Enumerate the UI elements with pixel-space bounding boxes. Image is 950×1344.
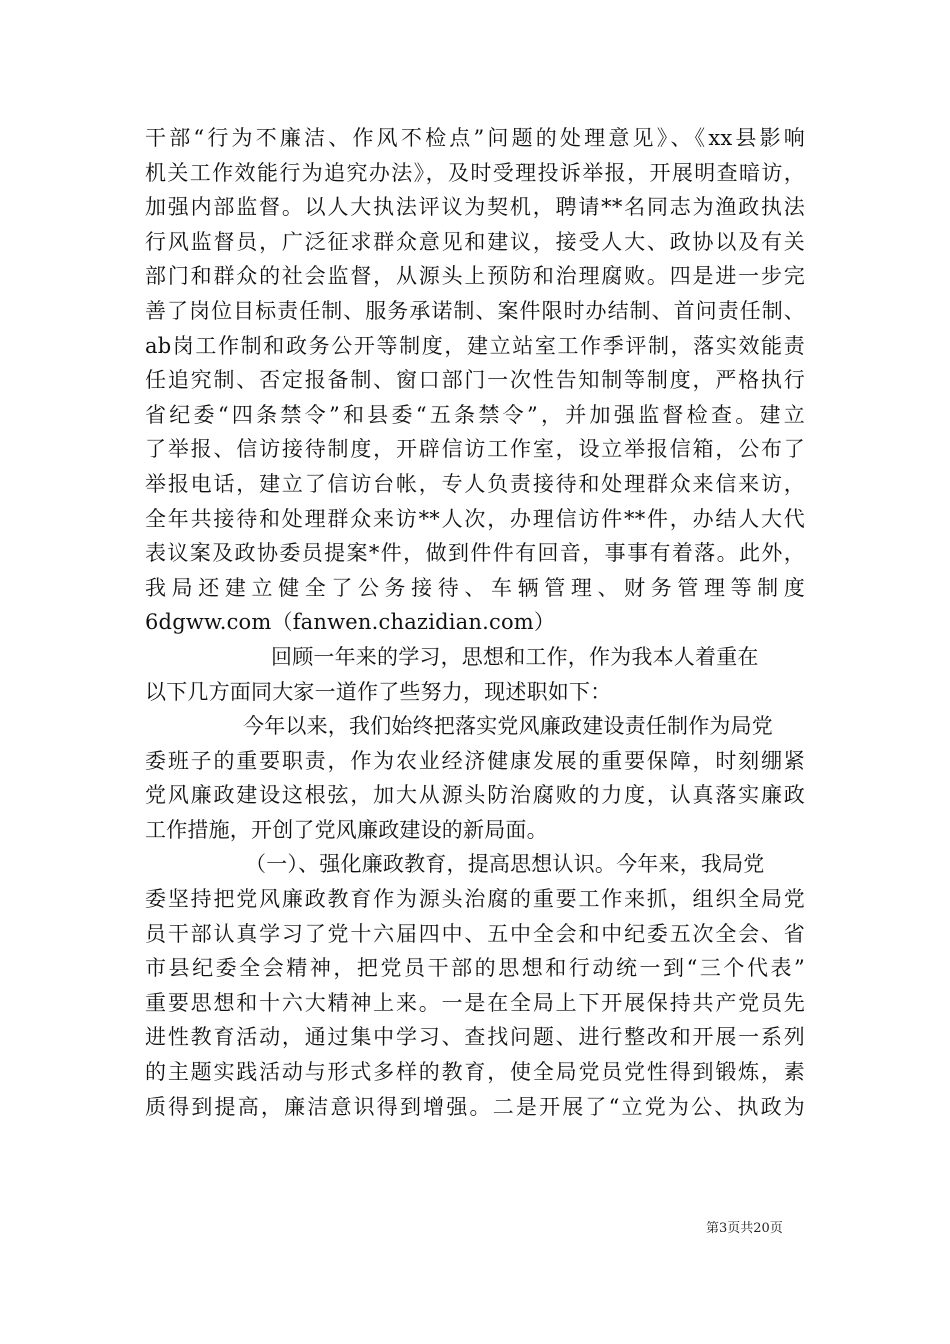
text-line: 全年共接待和处理群众来访**人次，办理信访件**件，办结人大代 <box>145 506 805 531</box>
text-line: （一）、强化廉政教育，提高思想认识。今年来，我局党 <box>245 852 765 877</box>
text-line: 部门和群众的社会监督，从源头上预防和治理腐败。四是进一步完 <box>145 264 805 289</box>
text-line: 省纪委“四条禁令”和县委“五条禁令”，并加强监督检查。建立 <box>145 402 805 427</box>
text-line: 任追究制、否定报备制、窗口部门一次性告知制等制度，严格执行 <box>145 368 805 393</box>
text-line: 进性教育活动，通过集中学习、查找问题、进行整改和开展一系列 <box>145 1025 805 1050</box>
text-line: ab岗工作制和政务公开等制度，建立站室工作季评制，落实效能责 <box>145 333 805 358</box>
text-line: 委坚持把党风廉政教育作为源头治腐的重要工作来抓，组织全局党 <box>145 887 805 912</box>
text-line: 委班子的重要职责，作为农业经济健康发展的重要保障，时刻绷紧 <box>145 748 805 773</box>
text-line: 加强内部监督。以人大执法评议为契机，聘请**名同志为渔政执法 <box>145 195 805 220</box>
text-line: 市县纪委全会精神，把党员干部的思想和行动统一到“三个代表” <box>145 956 805 981</box>
text-line: 表议案及政协委员提案*件，做到件件有回音，事事有着落。此外， <box>145 541 805 566</box>
text-line: 的主题实践活动与形式多样的教育，使全局党员党性得到锻炼，素 <box>145 1060 805 1085</box>
text-line: 了举报、信访接待制度，开辟信访工作室，设立举报信箱，公布了 <box>145 437 805 462</box>
text-line: 质得到提高，廉洁意识得到增强。二是开展了“立党为公、执政为 <box>145 1094 805 1119</box>
text-line: 举报电话，建立了信访台帐，专人负责接待和处理群众来信来访， <box>145 471 805 496</box>
text-line: 机关工作效能行为追究办法》，及时受理投诉举报，开展明查暗访， <box>145 160 805 185</box>
page-number-footer: 第3页共20页 <box>706 1221 783 1236</box>
text-line: 党风廉政建设这根弦，加大从源头防治腐败的力度，认真落实廉政 <box>145 783 805 808</box>
text-line: 工作措施，开创了党风廉政建设的新局面。 <box>145 817 548 842</box>
document-body <box>145 121 805 1124</box>
text-line: 重要思想和十六大精神上来。一是在全局上下开展保持共产党员先 <box>145 990 805 1015</box>
text-line: 员干部认真学习了党十六届四中、五中全会和中纪委五次全会、省 <box>145 921 805 946</box>
text-line: 干部“行为不廉洁、作风不检点”问题的处理意见》、《xx县影响 <box>145 126 805 150</box>
text-line: 以下几方面同大家一道作了些努力，现述职如下： <box>145 679 612 704</box>
text-line: 善了岗位目标责任制、服务承诺制、案件限时办结制、首问责任制、 <box>145 298 805 323</box>
text-line: 我局还建立健全了公务接待、车辆管理、财务管理等制度 <box>145 575 805 600</box>
text-line: 6dgww.com（fanwen.chazidian.com） <box>145 610 556 635</box>
text-line: 回顾一年来的学习，思想和工作，作为我本人着重在 <box>271 644 759 669</box>
text-line: 行风监督员，广泛征求群众意见和建议，接受人大、政协以及有关 <box>145 229 805 254</box>
text-line: 今年以来，我们始终把落实党风廉政建设责任制作为局党 <box>243 714 773 739</box>
